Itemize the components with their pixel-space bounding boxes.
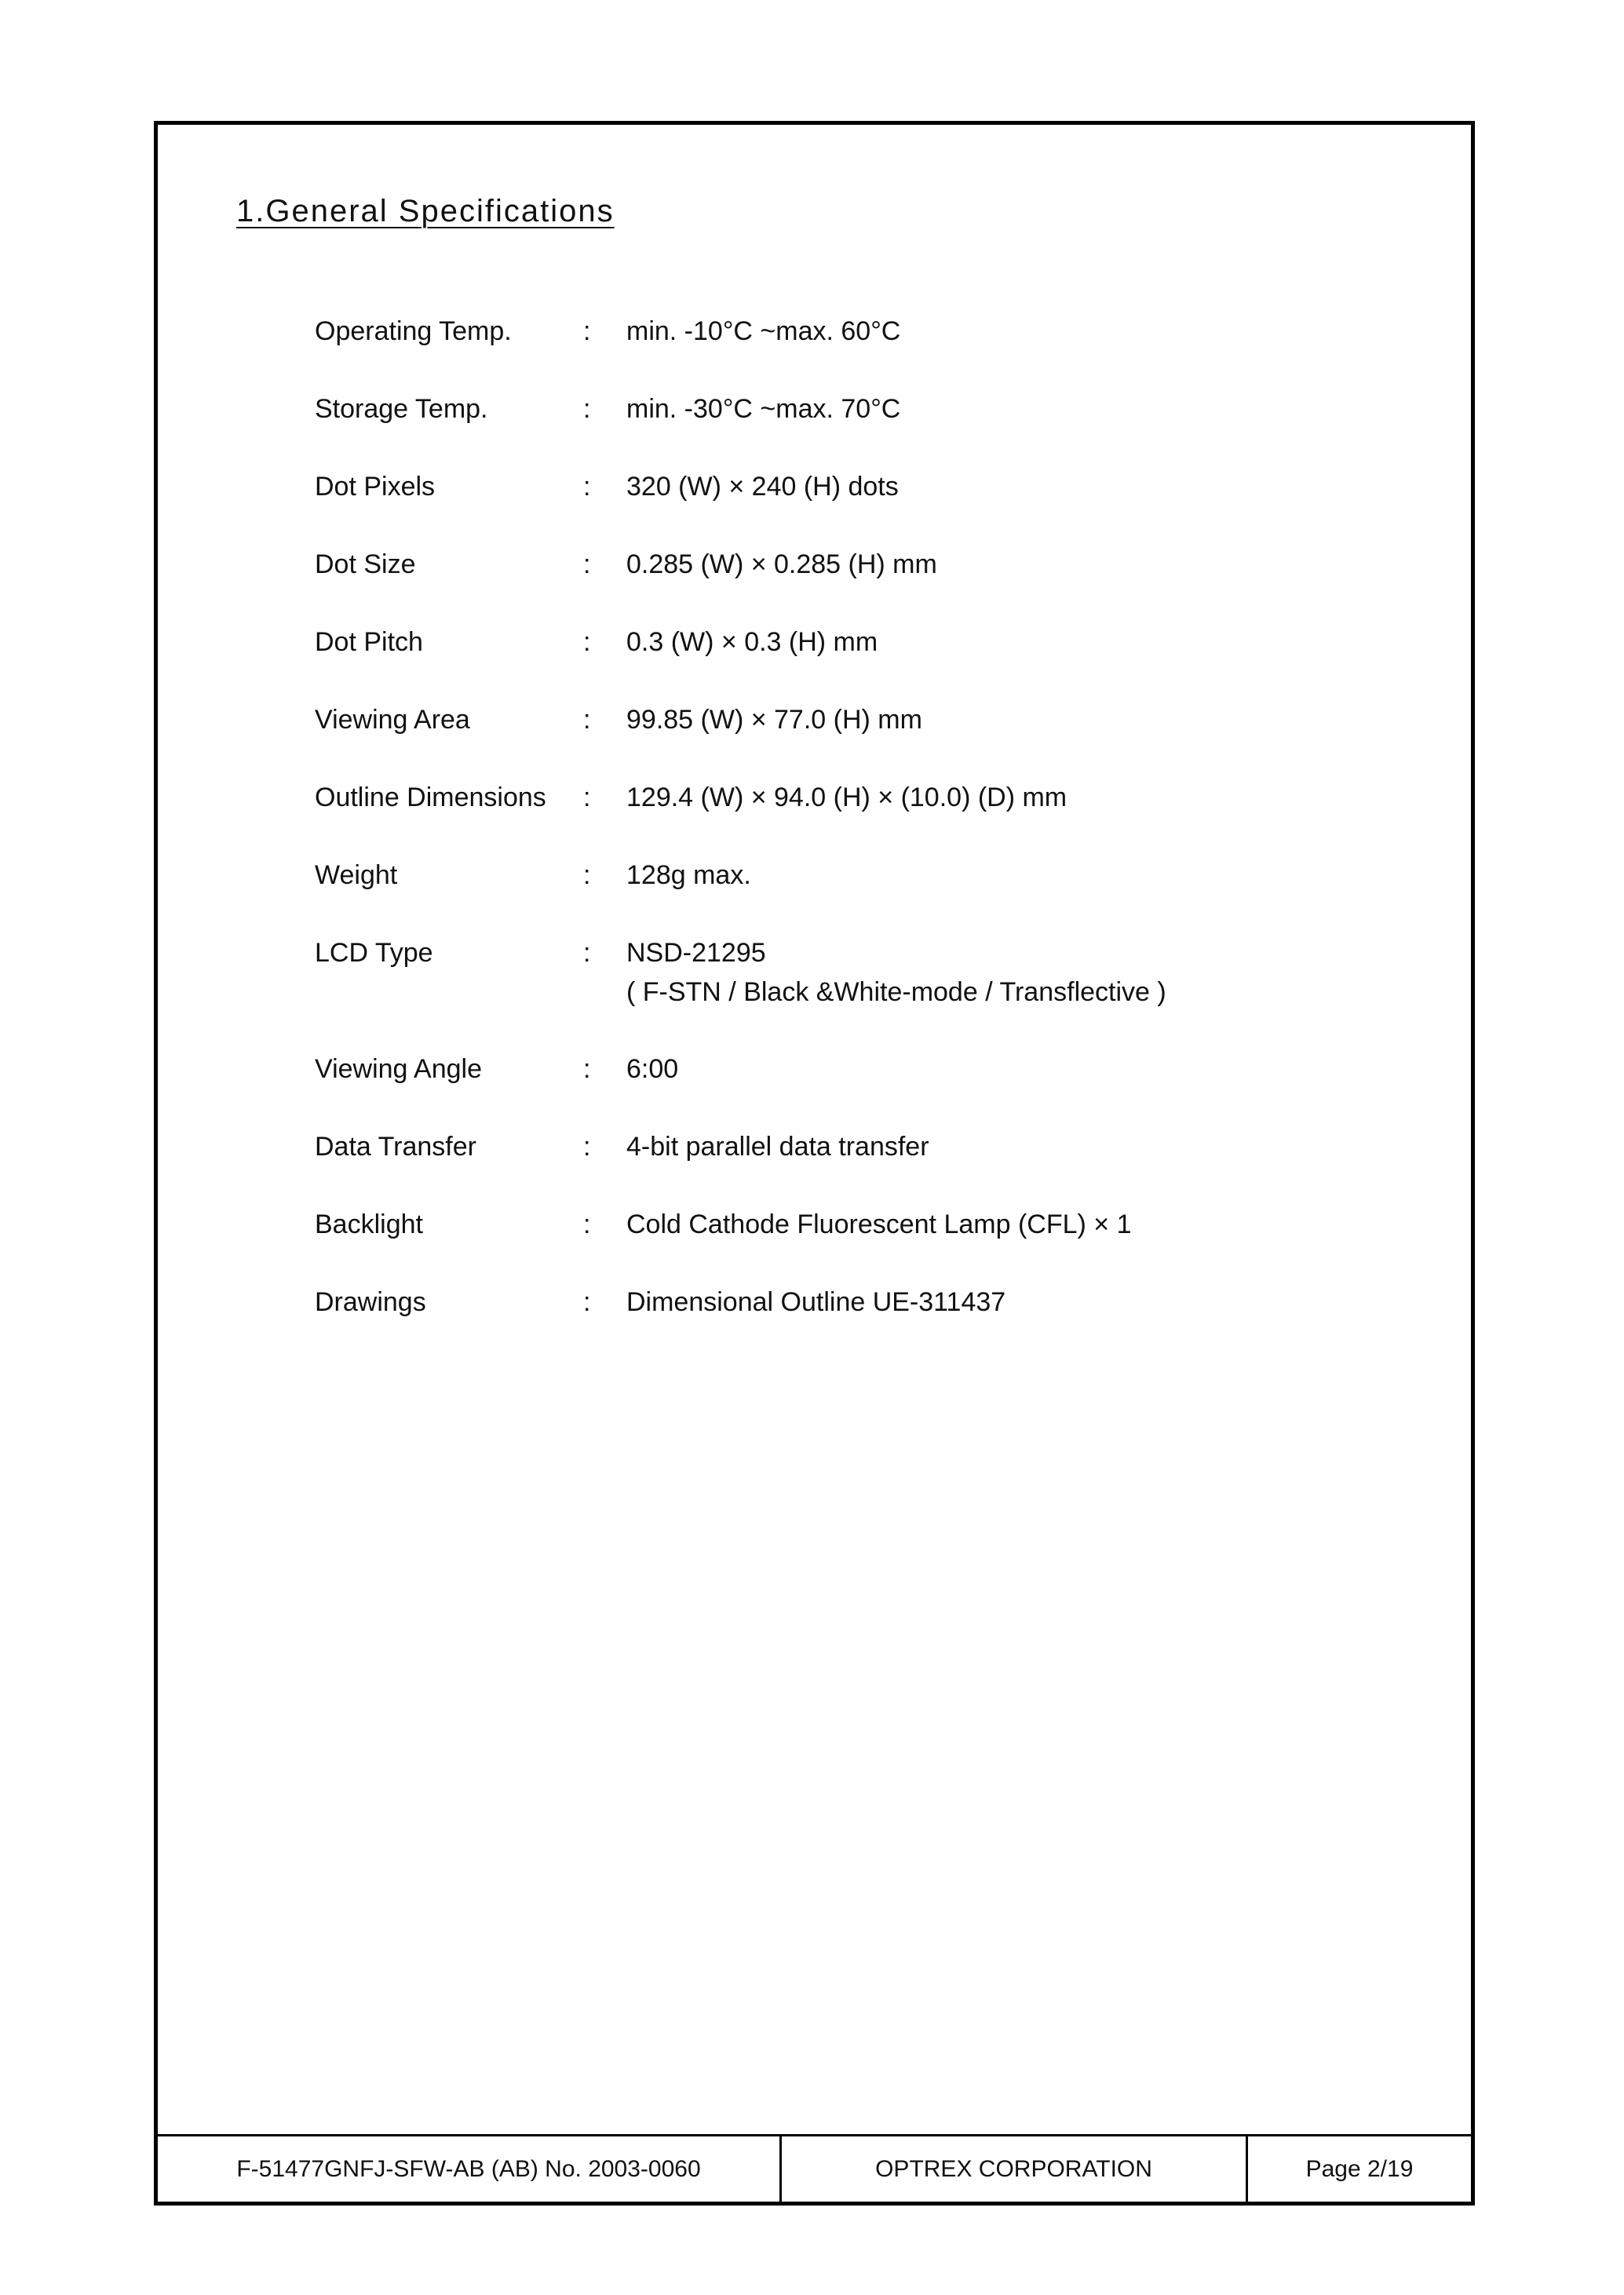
spec-label: Data Transfer [315,1132,476,1162]
spec-label: LCD Type [315,938,433,968]
spec-value: Cold Cathode Fluorescent Lamp (CFL) × 1 [626,1210,1132,1239]
spec-value: 320 (W) × 240 (H) dots [626,472,899,502]
spec-label: Dot Size [315,549,416,579]
spec-value: 128g max. [626,860,751,890]
spec-label: Storage Temp. [315,394,488,424]
spec-label: Dot Pixels [315,472,436,502]
spec-colon: : [583,394,591,424]
spec-value: 99.85 (W) × 77.0 (H) mm [626,705,922,735]
spec-colon: : [583,1132,591,1162]
spec-label: Weight [315,860,398,890]
spec-colon: : [583,1287,591,1317]
spec-value: Dimensional Outline UE-311437 [626,1287,1006,1317]
spec-value-detail: ( F-STN / Black &White-mode / Transflective ) [626,977,1166,1007]
spec-colon: : [583,627,591,657]
section-title: 1.General Specifications [236,194,615,228]
spec-label: Drawings [315,1287,426,1317]
footer-page-number: Page 2/19 [1305,2155,1414,2182]
spec-colon: : [583,316,591,346]
spec-colon: : [583,549,591,579]
spec-label: Backlight [315,1210,423,1239]
spec-colon: : [583,783,591,812]
spec-value: 0.3 (W) × 0.3 (H) mm [626,627,878,657]
spec-colon: : [583,938,591,968]
spec-value: min. -10°C ~max. 60°C [626,316,901,346]
spec-colon: : [583,705,591,735]
spec-value: 4-bit parallel data transfer [626,1132,929,1162]
footer-table [158,2134,1471,2202]
spec-label: Viewing Area [315,705,470,735]
spec-colon: : [583,472,591,502]
spec-colon: : [583,860,591,890]
spec-label: Outline Dimensions [315,783,546,812]
footer-company: OPTREX CORPORATION [782,2136,1248,2202]
spec-label: Operating Temp. [315,316,512,346]
spec-value: 129.4 (W) × 94.0 (H) × (10.0) (D) mm [626,783,1067,812]
spec-value: min. -30°C ~max. 70°C [626,394,901,424]
spec-colon: : [583,1210,591,1239]
spec-value: NSD-21295 [626,938,766,968]
spec-colon: : [583,1054,591,1084]
footer-doc-number: F-51477GNFJ-SFW-AB (AB) No. 2003-0060 [158,2136,782,2202]
page-frame [154,121,1475,2206]
spec-label: Viewing Angle [315,1054,482,1084]
spec-value: 6:00 [626,1054,679,1084]
spec-value: 0.285 (W) × 0.285 (H) mm [626,549,937,579]
spec-label: Dot Pitch [315,627,423,657]
